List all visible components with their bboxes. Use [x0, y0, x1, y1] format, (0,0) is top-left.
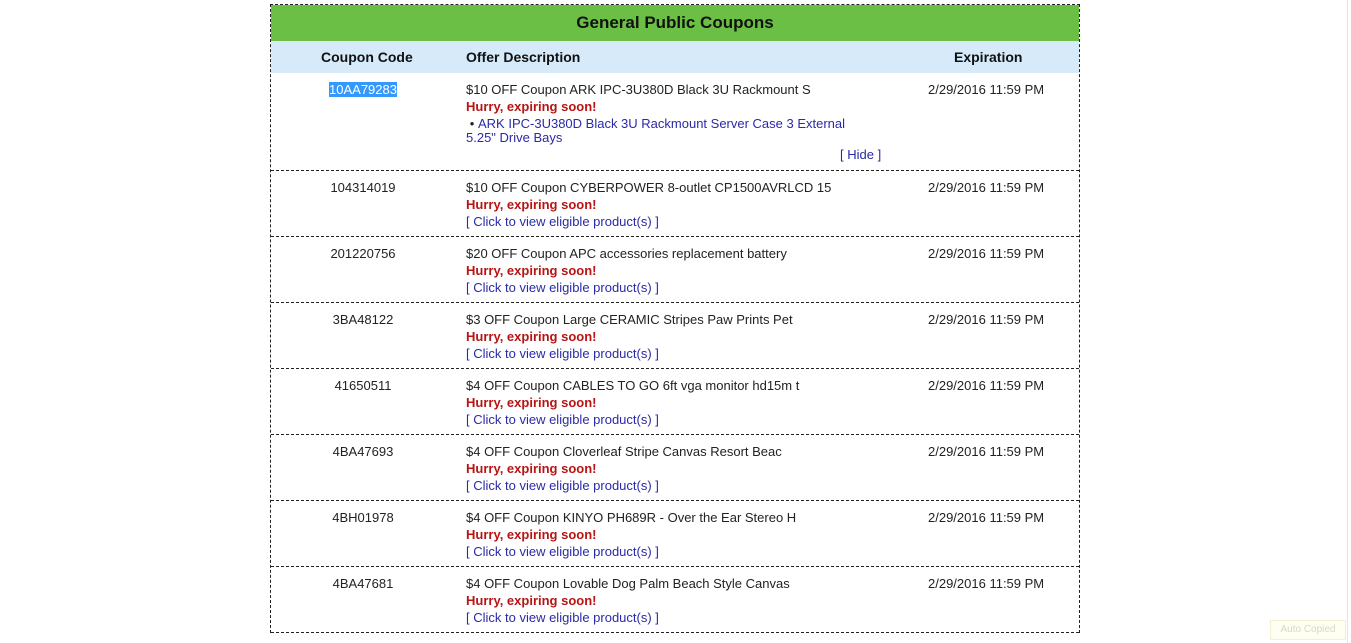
table-title: General Public Coupons — [271, 5, 1079, 41]
offer-text: $4 OFF Coupon Cloverleaf Stripe Canvas Resort Beac — [466, 444, 782, 459]
offer-description-cell — [466, 246, 886, 296]
coupon-code-cell[interactable]: 4BH01978 — [332, 510, 394, 525]
hide-products-link[interactable]: [ Hide ] — [840, 147, 882, 162]
view-eligible-products-link[interactable]: [ Click to view eligible product(s) ] — [466, 346, 659, 361]
coupon-code-cell[interactable]: 201220756 — [330, 246, 396, 261]
bullet-icon: • — [469, 116, 475, 131]
offer-description-cell — [466, 576, 886, 626]
view-eligible-products-link[interactable]: [ Click to view eligible product(s) ] — [466, 214, 659, 229]
offer-text: $4 OFF Coupon KINYO PH689R - Over the Ear Stereo H — [466, 510, 797, 525]
offer-description-cell — [466, 180, 886, 230]
expiring-soon-notice: Hurry, expiring soon! — [466, 593, 597, 608]
table-row — [271, 501, 1079, 567]
table-row-expanded — [271, 73, 1079, 171]
eligible-product-link[interactable]: ARK IPC-3U380D Black 3U Rackmount Server Case 3 External 5.25" Drive Bays — [466, 116, 846, 145]
table-row — [271, 303, 1079, 369]
auto-copied-toast: Auto Copied — [1270, 620, 1346, 640]
coupon-code-cell[interactable]: 104314019 — [330, 180, 396, 195]
coupon-code-cell[interactable]: 3BA48122 — [332, 312, 394, 327]
view-eligible-products-link[interactable]: [ Click to view eligible product(s) ] — [466, 478, 659, 493]
scrollbar-edge[interactable] — [1347, 0, 1348, 643]
expiration-cell: 2/29/2016 11:59 PM — [928, 312, 1045, 327]
expiring-soon-notice: Hurry, expiring soon! — [466, 263, 597, 278]
expiration-cell: 2/29/2016 11:59 PM — [928, 82, 1045, 97]
expiration-cell: 2/29/2016 11:59 PM — [928, 510, 1045, 525]
header-offer-description: Offer Description — [466, 49, 581, 65]
offer-text: $10 OFF Coupon CYBERPOWER 8-outlet CP1500AVRLCD 15 — [466, 180, 832, 195]
table-row — [271, 369, 1079, 435]
expiring-soon-notice: Hurry, expiring soon! — [466, 329, 597, 344]
view-eligible-products-link[interactable]: [ Click to view eligible product(s) ] — [466, 412, 659, 427]
coupon-code-selected[interactable]: 10AA79283 — [329, 82, 397, 97]
header-coupon-code: Coupon Code — [321, 49, 413, 65]
table-row — [271, 435, 1079, 501]
expiring-soon-notice: Hurry, expiring soon! — [466, 99, 597, 114]
coupon-code-cell[interactable]: 4BA47693 — [332, 444, 394, 459]
table-row — [271, 171, 1079, 237]
coupon-code-cell[interactable]: 4BA47681 — [332, 576, 394, 591]
view-eligible-products-link[interactable]: [ Click to view eligible product(s) ] — [466, 610, 659, 625]
offer-text: $4 OFF Coupon CABLES TO GO 6ft vga monitor hd15m t — [466, 378, 800, 393]
offer-description-cell — [466, 82, 886, 145]
expiration-cell: 2/29/2016 11:59 PM — [928, 444, 1045, 459]
expiration-cell: 2/29/2016 11:59 PM — [928, 378, 1045, 393]
table-header-row — [271, 41, 1079, 73]
view-eligible-products-link[interactable]: [ Click to view eligible product(s) ] — [466, 544, 659, 559]
table-row — [271, 237, 1079, 303]
header-expiration: Expiration — [954, 49, 1023, 65]
coupon-code-cell[interactable]: 41650511 — [334, 378, 392, 393]
expiring-soon-notice: Hurry, expiring soon! — [466, 197, 597, 212]
eligible-product-item[interactable] — [466, 117, 871, 145]
coupon-code-cell[interactable] — [271, 82, 455, 97]
offer-text: $4 OFF Coupon Lovable Dog Palm Beach Style Canvas — [466, 576, 790, 591]
expiring-soon-notice: Hurry, expiring soon! — [466, 461, 597, 476]
expiring-soon-notice: Hurry, expiring soon! — [466, 527, 597, 542]
table-row — [271, 567, 1079, 633]
expiration-cell: 2/29/2016 11:59 PM — [928, 246, 1045, 261]
offer-description-cell — [466, 510, 886, 560]
offer-text: $10 OFF Coupon ARK IPC-3U380D Black 3U Rackmount S — [466, 82, 811, 97]
eligible-product-list — [466, 117, 886, 145]
offer-description-cell — [466, 312, 886, 362]
coupon-rows — [271, 171, 1079, 633]
expiration-cell: 2/29/2016 11:59 PM — [928, 180, 1045, 195]
view-eligible-products-link[interactable]: [ Click to view eligible product(s) ] — [466, 280, 659, 295]
coupon-table — [270, 4, 1080, 633]
offer-description-cell — [466, 378, 886, 428]
expiring-soon-notice: Hurry, expiring soon! — [466, 395, 597, 410]
offer-text: $3 OFF Coupon Large CERAMIC Stripes Paw Prints Pet — [466, 312, 793, 327]
offer-text: $20 OFF Coupon APC accessories replacement battery — [466, 246, 787, 261]
offer-description-cell — [466, 444, 886, 494]
expiration-cell: 2/29/2016 11:59 PM — [928, 576, 1045, 591]
